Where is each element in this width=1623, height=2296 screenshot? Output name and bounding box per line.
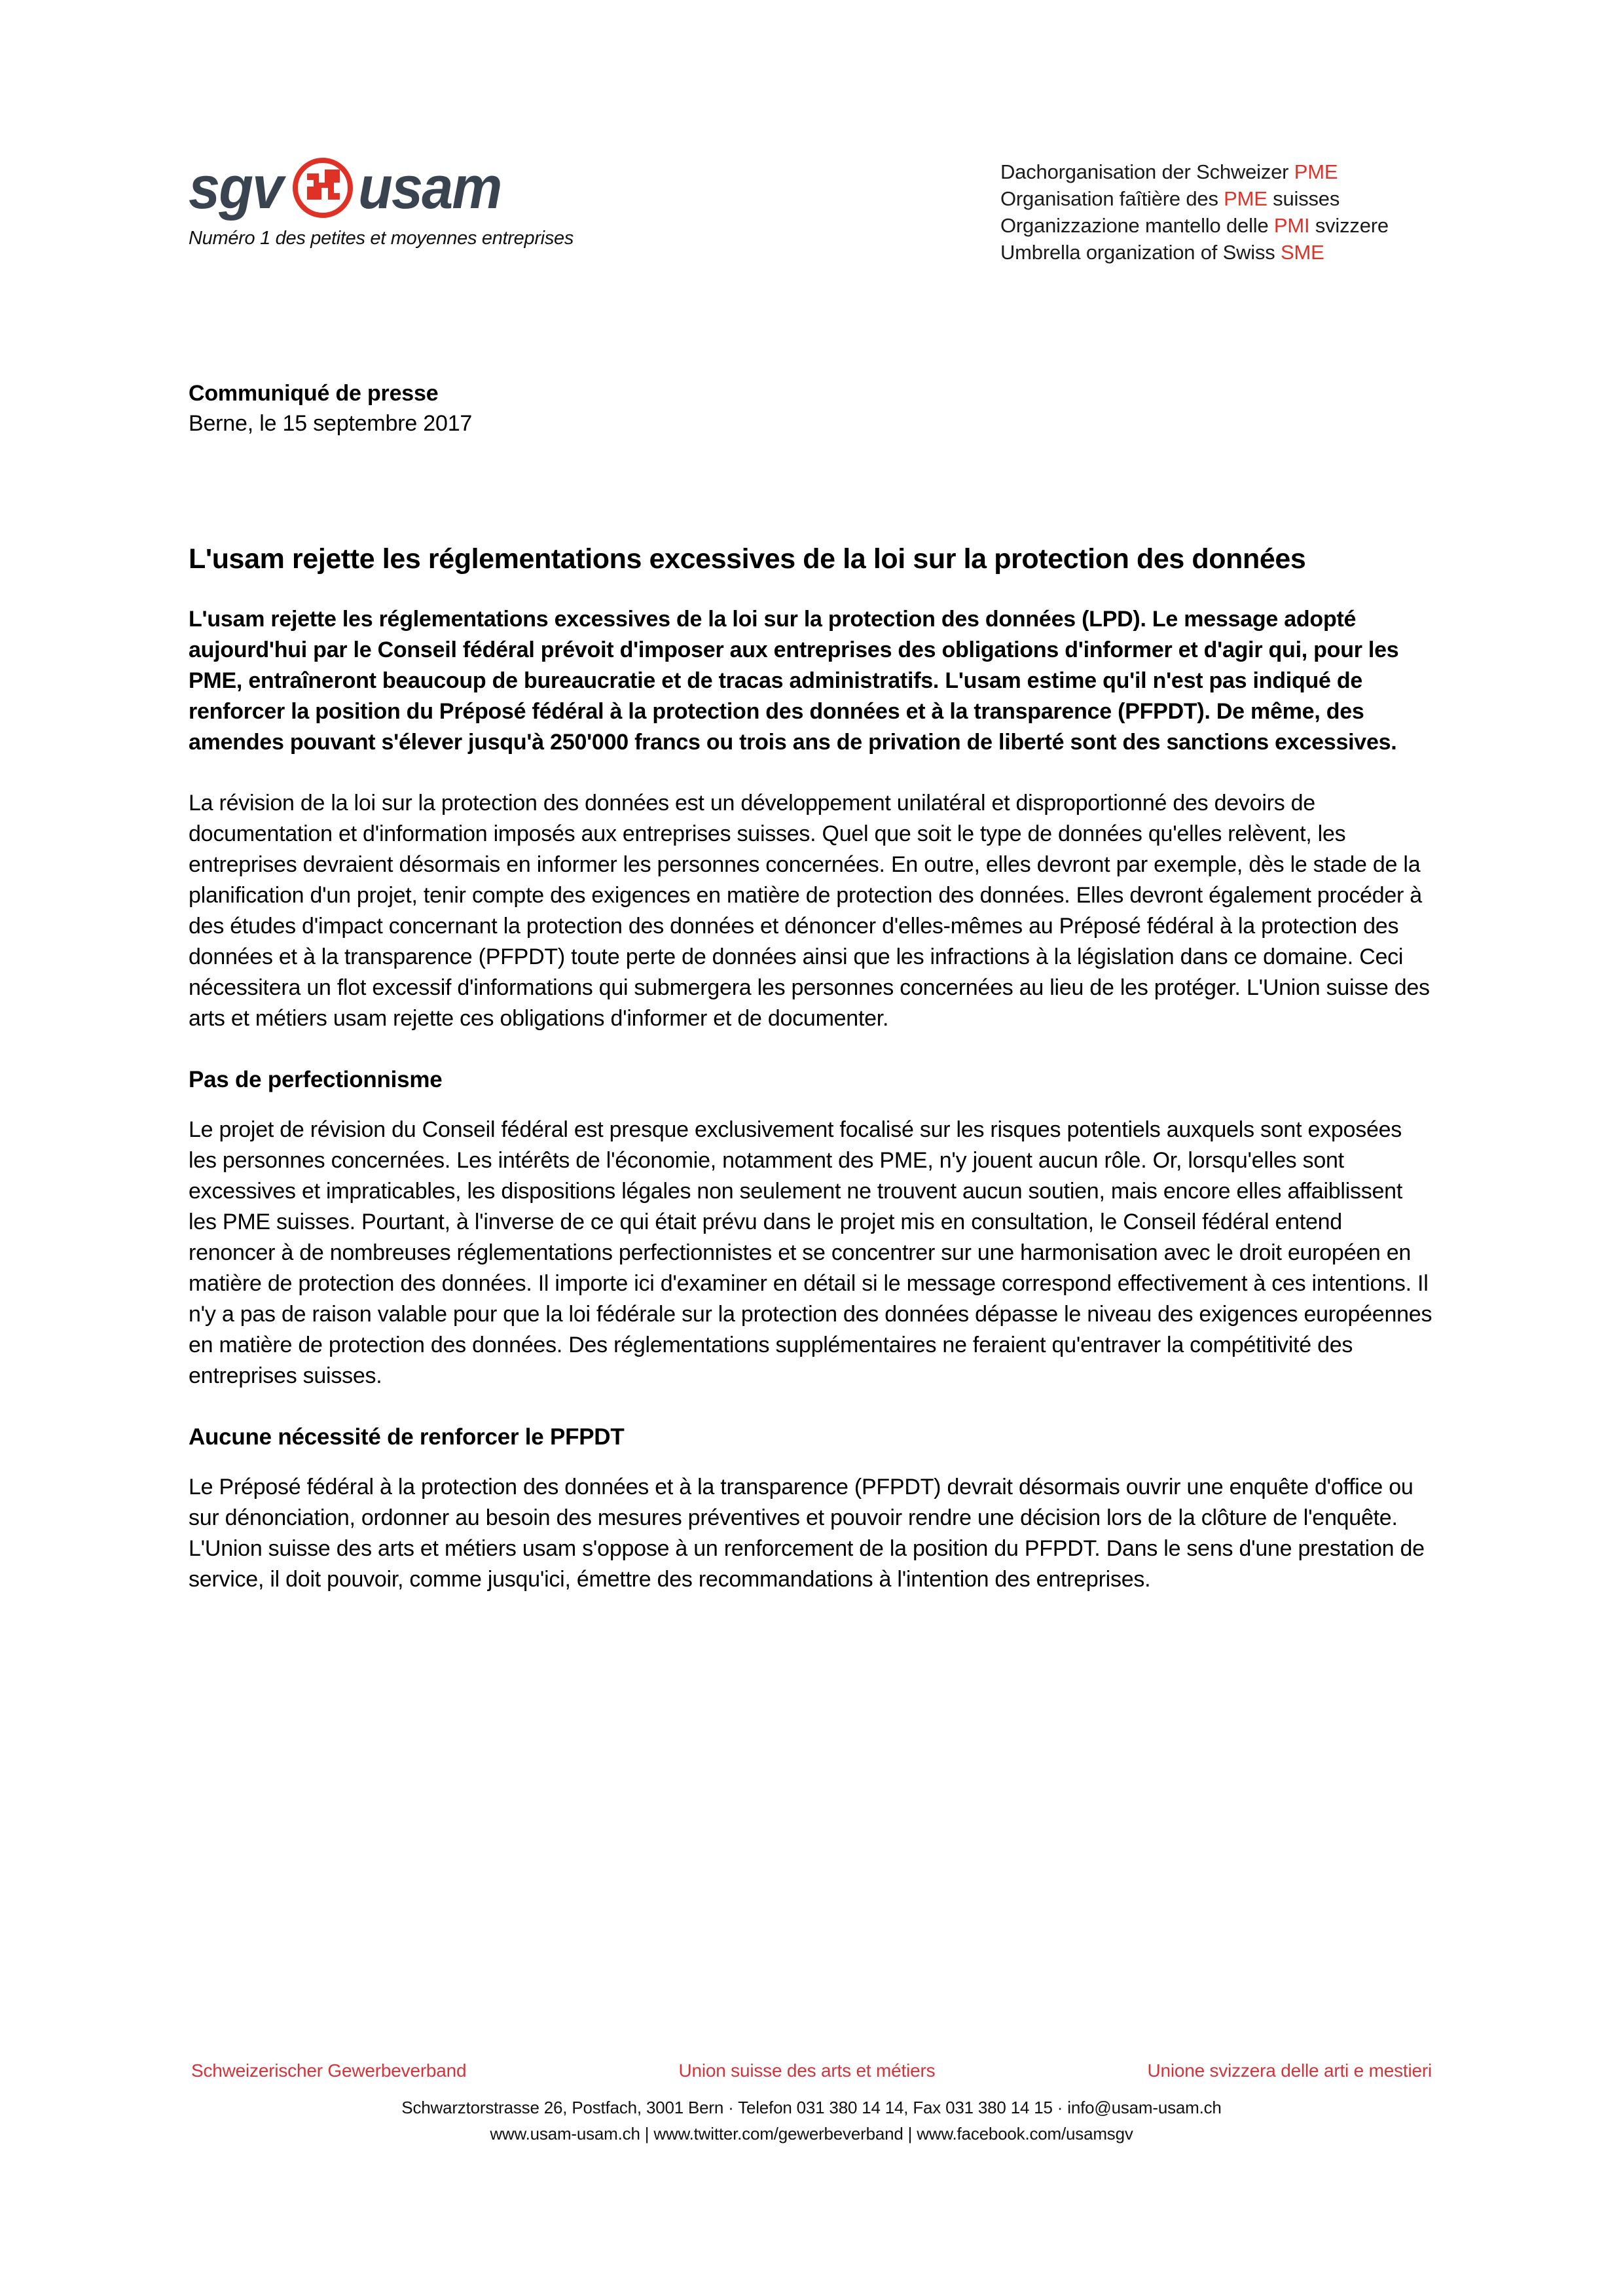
tagline-it	[1000, 212, 1389, 239]
document-meta	[189, 378, 1432, 439]
article-lead-paragraph: L'usam rejette les réglementations excessives de la loi sur la protection des données (LPD). Le message adopté aujourd'hui par le Conseil fédéral prévoit d'imposer aux entreprises des obligations d'informer et d'agir qui, pour les PME, entraîneront beaucoup de bureaucratie et de tracas administratifs. L'usam estime qu'il n'est pas indiqué de renforcer la position du Préposé fédéral à la protection des données et à la transparence (PFPDT). De même, des amendes pouvant s'élever jusqu'à 250'000 francs ou trois ans de privation de liberté sont des sanctions excessives.	[189, 607, 1399, 755]
tagline-it-before: Organizzazione mantello delle	[1000, 214, 1274, 237]
document-type-label: Communiqué de presse	[189, 381, 439, 406]
logo-text-sgv: sgv	[189, 154, 283, 221]
tagline-fr	[1000, 185, 1389, 212]
swiss-cross-circle-emblem-icon	[289, 154, 357, 222]
tagline-en	[1000, 239, 1389, 266]
article-paragraph-3: Le Préposé fédéral à la protection des données et à la transparence (PFPDT) devrait désormais ouvrir une enquête d'office ou sur dénonciation, ordonner au besoin des mesures préventives et pouvoir rendre une décision lors de la clôture de l'enquête. L'Union suisse des arts et métiers usam s'oppose à un renforcement de la position du PFPDT. Dans le sens d'une prestation de service, il doit pouvoir, comme jusqu'ici, émettre des recommandations à l'intention des entreprises.	[189, 1475, 1425, 1592]
tagline-en-before: Umbrella organization of Swiss	[1000, 241, 1281, 264]
dateline: Berne, le 15 septembre 2017	[189, 411, 473, 436]
article-paragraph-1: La révision de la loi sur la protection des données est un développement unilatéral et disproportionné des devoirs de documentation et d'information imposés aux entreprises suisses. Quel que soit le type de données qu'elles relèvent, les entreprises devraient désormais en informer les personnes concernées. En outre, elles devront par exemple, dès le stade de la planification d'un projet, tenir compte des exigences en matière de protection des données. Elles devront également procéder à des études d'impact concernant la protection des données et dénoncer d'elles-mêmes au Préposé fédéral à la protection des données et à la transparence (PFPDT) toute perte de données ainsi que les infractions à la législation dans ce domaine. Ceci nécessitera un flot excessif d'informations qui submergera les personnes concernées au lieu de les protéger. L'Union suisse des arts et métiers usam rejette ces obligations d'informer et de documenter.	[189, 791, 1430, 1031]
header-multilingual-taglines	[1000, 158, 1389, 266]
logo-tagline: Numéro 1 des petites et moyennes entreprises	[189, 228, 574, 249]
tagline-it-after: svizzere	[1309, 214, 1389, 237]
tagline-de-before: Dachorganisation der Schweizer	[1000, 160, 1294, 183]
page-header	[0, 152, 1623, 270]
tagline-de	[1000, 158, 1389, 185]
tagline-en-accent: SME	[1280, 241, 1324, 264]
tagline-fr-before: Organisation faîtière des	[1000, 187, 1224, 210]
article-paragraph-2: Le projet de révision du Conseil fédéral est presque exclusivement focalisé sur les risques potentiels auxquels sont exposées les personnes concernées. Les intérêts de l'économie, notamment des PME, n'y jouent aucun rôle. Or, lorsqu'elles sont excessives et impraticables, les dispositions légales non seulement ne trouvent aucun soutien, mais encore elles affaiblissent les PME suisses. Pourtant, à l'inverse de ce qui était prévu dans le projet mis en consultation, le Conseil fédéral entend renoncer à de nombreuses réglementations perfectionnistes et se concentrer sur une harmonisation avec le droit européen en matière de protection des données. Il importe ici d'examiner en détail si le message correspond effectivement à ces intentions. Il n'y a pas de raison valable pour que la loi fédérale sur la protection des données dépasse le niveau des exigences européennes en matière de protection des données. Des réglementations supplémentaires ne feraient qu'entraver la compétitivité des entreprises suisses.	[189, 1117, 1432, 1388]
footer-links-line: www.usam-usam.ch | www.twitter.com/gewerbeverband | www.facebook.com/usamsgv	[490, 2124, 1133, 2144]
logo-wordmark	[189, 152, 608, 224]
footer-org-fr: Union suisse des arts et métiers	[678, 2060, 936, 2081]
tagline-de-accent: PME	[1294, 160, 1338, 183]
page-footer	[0, 2058, 1623, 2146]
tagline-fr-after: suisses	[1267, 187, 1340, 210]
article-body	[189, 541, 1432, 1625]
tagline-fr-accent: PME	[1224, 187, 1267, 210]
footer-address-line: Schwarztorstrasse 26, Postfach, 3001 Bern · Telefon 031 380 14 14, Fax 031 380 14 15 · info@usam-usam.ch	[401, 2098, 1222, 2117]
tagline-it-accent: PMI	[1273, 214, 1310, 237]
page-title: L'usam rejette les réglementations excessives de la loi sur la protection des données	[189, 543, 1306, 575]
organization-logo	[189, 152, 608, 249]
section-heading-pfpdt: Aucune nécessité de renforcer le PFPDT	[189, 1424, 625, 1450]
footer-organization-names	[0, 2058, 1623, 2083]
logo-text-usam: usam	[357, 154, 501, 221]
footer-org-de: Schweizerischer Gewerbeverband	[191, 2060, 467, 2081]
section-heading-perfectionnisme: Pas de perfectionnisme	[189, 1067, 443, 1092]
footer-org-it: Unione svizzera delle arti e mestieri	[1147, 2060, 1432, 2081]
